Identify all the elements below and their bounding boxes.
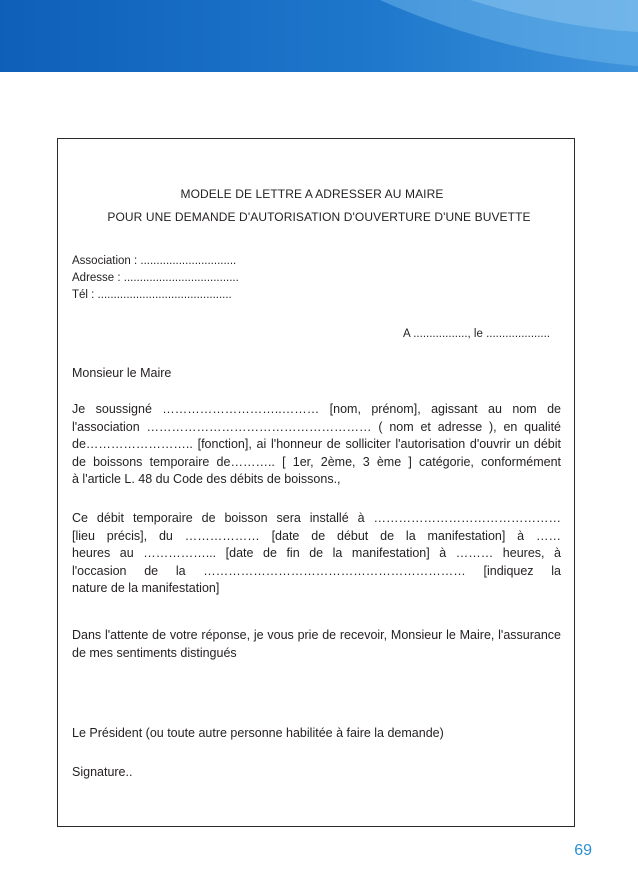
paragraph-line: heures au ……………... [date de fin de la manifestation] à ……… heures, à: [72, 546, 561, 560]
paragraph-closing: [72, 627, 561, 662]
paragraph-location: [72, 510, 561, 598]
paragraph-line: de…………………….. [fonction], ai l'honneur de solliciter l'autorisation d'ouvrir un débit: [72, 437, 561, 451]
paragraph-line: de mes sentiments distingués: [72, 645, 237, 660]
field-tel: Tél : ..........................................: [72, 289, 232, 301]
field-adresse: Adresse : ....................................: [72, 272, 239, 284]
president-line: Le Président (ou toute autre personne habilitée à faire la demande): [72, 726, 444, 740]
title-line-1: MODELE DE LETTRE A ADRESSER AU MAIRE: [180, 187, 444, 201]
paragraph-line: l'association ……………………………………………… ( nom et adresse ), en qualité: [72, 419, 561, 434]
signature-line: Signature..: [72, 765, 133, 779]
paragraph-line: Dans l'attente de votre réponse, je vous prie de recevoir, Monsieur le Maire, l'assurance: [72, 628, 561, 642]
paragraph-line: de boissons temporaire de……….. [ 1er, 2ème, 3 ème ] catégorie, conformément: [72, 454, 561, 469]
field-association: Association : ..............................: [72, 255, 237, 267]
salutation: Monsieur le Maire: [72, 366, 172, 380]
paragraph-line: Je soussigné ………………………..……… [nom, prénom], agissant au nom de: [72, 402, 561, 416]
title-line-2: POUR UNE DEMANDE D'AUTORISATION D'OUVERTURE D'UNE BUVETTE: [107, 210, 531, 224]
paragraph-line: à l'article L. 48 du Code des débits de boissons.,: [72, 472, 341, 486]
paragraph-line: [lieu précis], du ……………… [date de début de la manifestation] à ……: [72, 528, 561, 543]
paragraph-request: [72, 401, 561, 489]
page-number: 69: [574, 842, 592, 859]
place-date-line: A ................., le ....................: [403, 328, 550, 340]
header-banner: [0, 0, 638, 72]
paragraph-line: Ce débit temporaire de boisson sera installé à ………………………………………: [72, 511, 561, 525]
paragraph-line: l'occasion de la ……………………………………………………… [indiquez la: [72, 563, 561, 578]
paragraph-line: nature de la manifestation]: [72, 581, 220, 595]
